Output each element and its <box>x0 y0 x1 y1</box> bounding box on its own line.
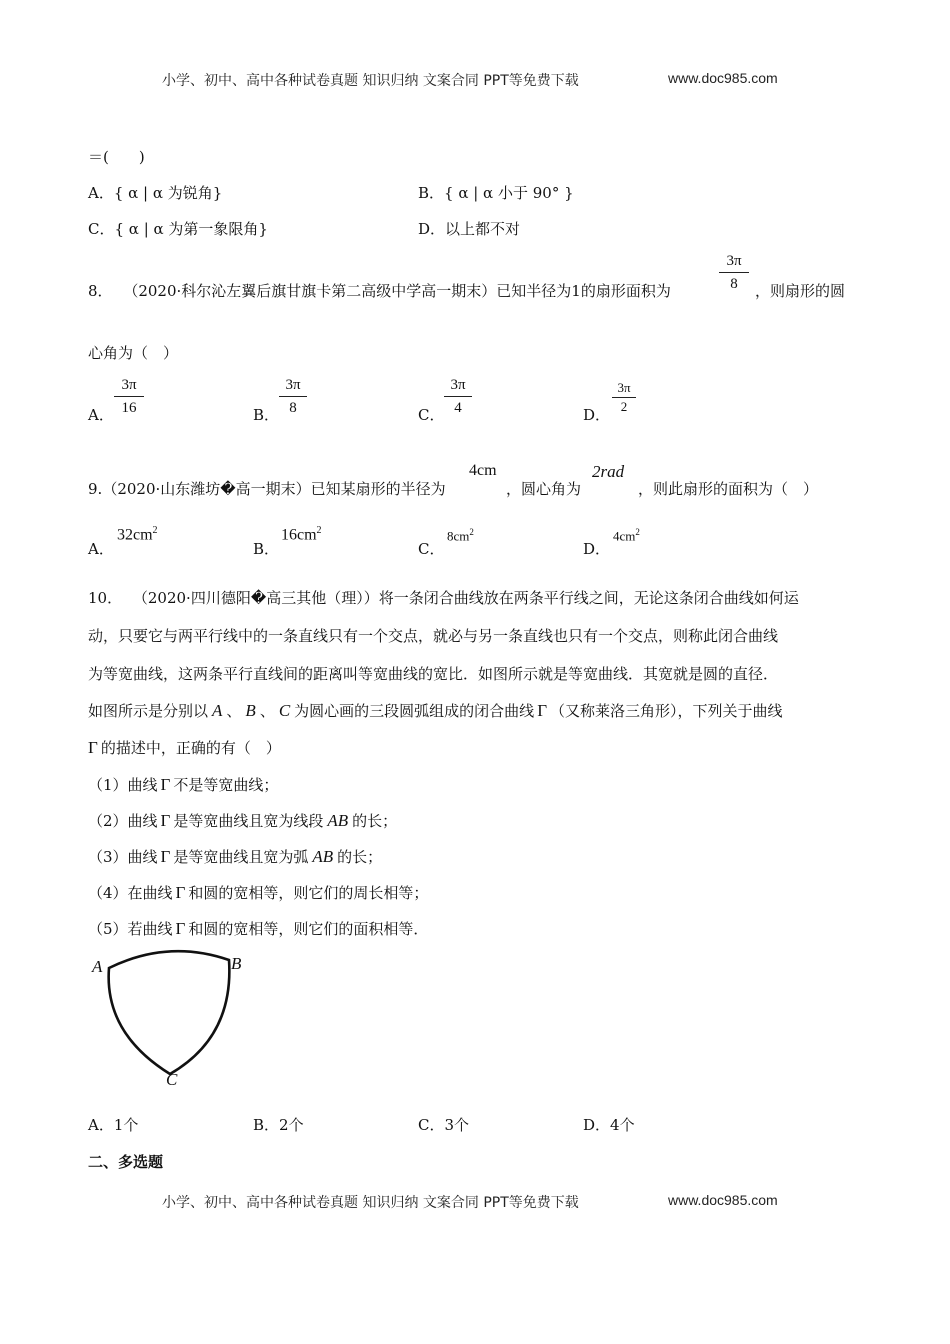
q10-option-c: C．3个 <box>418 1116 470 1134</box>
page-footer-url[interactable]: www.doc985.com <box>668 1192 778 1208</box>
q8-line1: 8． （2020·科尔沁左翼后旗甘旗卡第二高级中学高一期末）已知半径为1的扇形面积为 <box>88 282 671 300</box>
q8-option-b-fraction: 3π 8 <box>279 375 307 418</box>
q7-stem: ＝( ) <box>88 148 145 166</box>
q9-text-c: ，则此扇形的面积为（ ） <box>638 480 819 498</box>
q10-item-1: （1）曲线 Γ 不是等宽曲线； <box>88 775 279 794</box>
q8-option-c-fraction: 3π 4 <box>444 375 472 418</box>
q10-number: 10． <box>88 589 123 607</box>
q9-line1: 9.（2020·山东潍坊�高一期末）已知某扇形的半径为 <box>88 480 446 498</box>
q9-number: 9. <box>88 480 103 498</box>
q9-angle: 2rad <box>592 462 625 481</box>
q8-area-fraction: 3π 8 <box>719 251 749 294</box>
q8-option-a-label: A． <box>88 406 114 424</box>
q7-option-c: C．{ α | α 为第一象限角} <box>88 220 268 238</box>
section-title-multiple-choice: 二、多选题 <box>88 1153 164 1171</box>
q8-option-a-fraction: 3π 16 <box>114 375 144 418</box>
figure-label-b: B <box>231 954 242 973</box>
q8-line2: 心角为（ ） <box>88 344 179 362</box>
q9-option-a-label: A． <box>88 540 114 558</box>
reuleaux-triangle-figure <box>88 945 278 1090</box>
page-header-text: 小学、初中、高中各种试卷真题 知识归纳 文案合同 PPT等免费下载 <box>162 73 579 89</box>
figure-label-c: C <box>166 1070 178 1089</box>
q10-item-3: （3）曲线 Γ 是等宽曲线且宽为弧 AB 的长； <box>88 847 383 866</box>
q10-line4: 如图所示是分别以 A 、 B 、 C 为圆心画的三段圆弧组成的闭合曲线 Γ （又称莱洛三角形），下列关于曲线 <box>88 701 783 720</box>
q10-line3: 为等宽曲线，这两条平行直线间的距离叫等宽曲线的宽比．如图所示就是等宽曲线．其宽就是圆的直径． <box>88 665 779 683</box>
q9-option-c-value: $8cm^2$ <box>447 527 474 544</box>
q10-item-2: （2）曲线 Γ 是等宽曲线且宽为线段 AB 的长； <box>88 811 398 830</box>
q10-item-4: （4）在曲线 Γ 和圆的宽相等，则它们的周长相等； <box>88 883 429 902</box>
q8-option-d-label: D． <box>583 406 611 424</box>
q10-option-b: B．2个 <box>253 1116 304 1134</box>
q10-option-a: A．1个 <box>88 1116 139 1134</box>
q10-item-5: （5）若曲线 Γ 和圆的宽相等，则它们的面积相等． <box>88 919 429 938</box>
q10-option-d: D．4个 <box>583 1116 635 1134</box>
q8-number: 8． <box>88 282 113 300</box>
q10-line5: Γ 的描述中，正确的有（ ） <box>88 738 281 757</box>
q10-line1: 10． （2020·四川德阳�高三其他（理））将一条闭合曲线放在两条平行线之间，无论这条闭合曲线如何运 <box>88 589 799 607</box>
q9-option-b-value: $16cm^2$ <box>281 525 322 544</box>
q8-line1-tail: ，则扇形的圆 <box>755 282 846 300</box>
figure-label-a: A <box>92 957 103 976</box>
q7-option-d: D．以上都不对 <box>418 220 521 238</box>
q8-option-c-label: C． <box>418 406 445 424</box>
q9-source: （2020·山东潍坊�高一期末） <box>102 480 311 498</box>
q9-option-d-label: D． <box>583 540 611 558</box>
q9-option-a-value: $32cm^2$ <box>117 525 158 544</box>
q9-option-d-value: $4cm^2$ <box>613 527 640 544</box>
q9-option-b-label: B． <box>253 540 280 558</box>
q10-source: （2020·四川德阳�高三其他（理）） <box>132 589 379 607</box>
reuleaux-curve <box>109 951 230 1074</box>
q8-option-d-fraction: 3π 2 <box>612 380 636 415</box>
q9-radius: 4cm <box>469 462 497 479</box>
q8-source: （2020·科尔沁左翼后旗甘旗卡第二高级中学高一期末） <box>123 282 497 300</box>
q7-option-a: A．{ α | α 为锐角} <box>88 184 223 202</box>
q7-option-b: B．{ α | α 小于 90° } <box>418 184 574 202</box>
q9-text-b: ，圆心角为 <box>506 480 582 498</box>
page-footer-text: 小学、初中、高中各种试卷真题 知识归纳 文案合同 PPT等免费下载 <box>162 1195 579 1211</box>
page-header-url[interactable]: www.doc985.com <box>668 70 778 86</box>
q8-option-b-label: B． <box>253 406 280 424</box>
q10-line2: 动，只要它与两平行线中的一条直线只有一个交点，就必与另一条直线也只有一个交点，则称此闭合曲线 <box>88 627 779 645</box>
q9-option-c-label: C． <box>418 540 445 558</box>
